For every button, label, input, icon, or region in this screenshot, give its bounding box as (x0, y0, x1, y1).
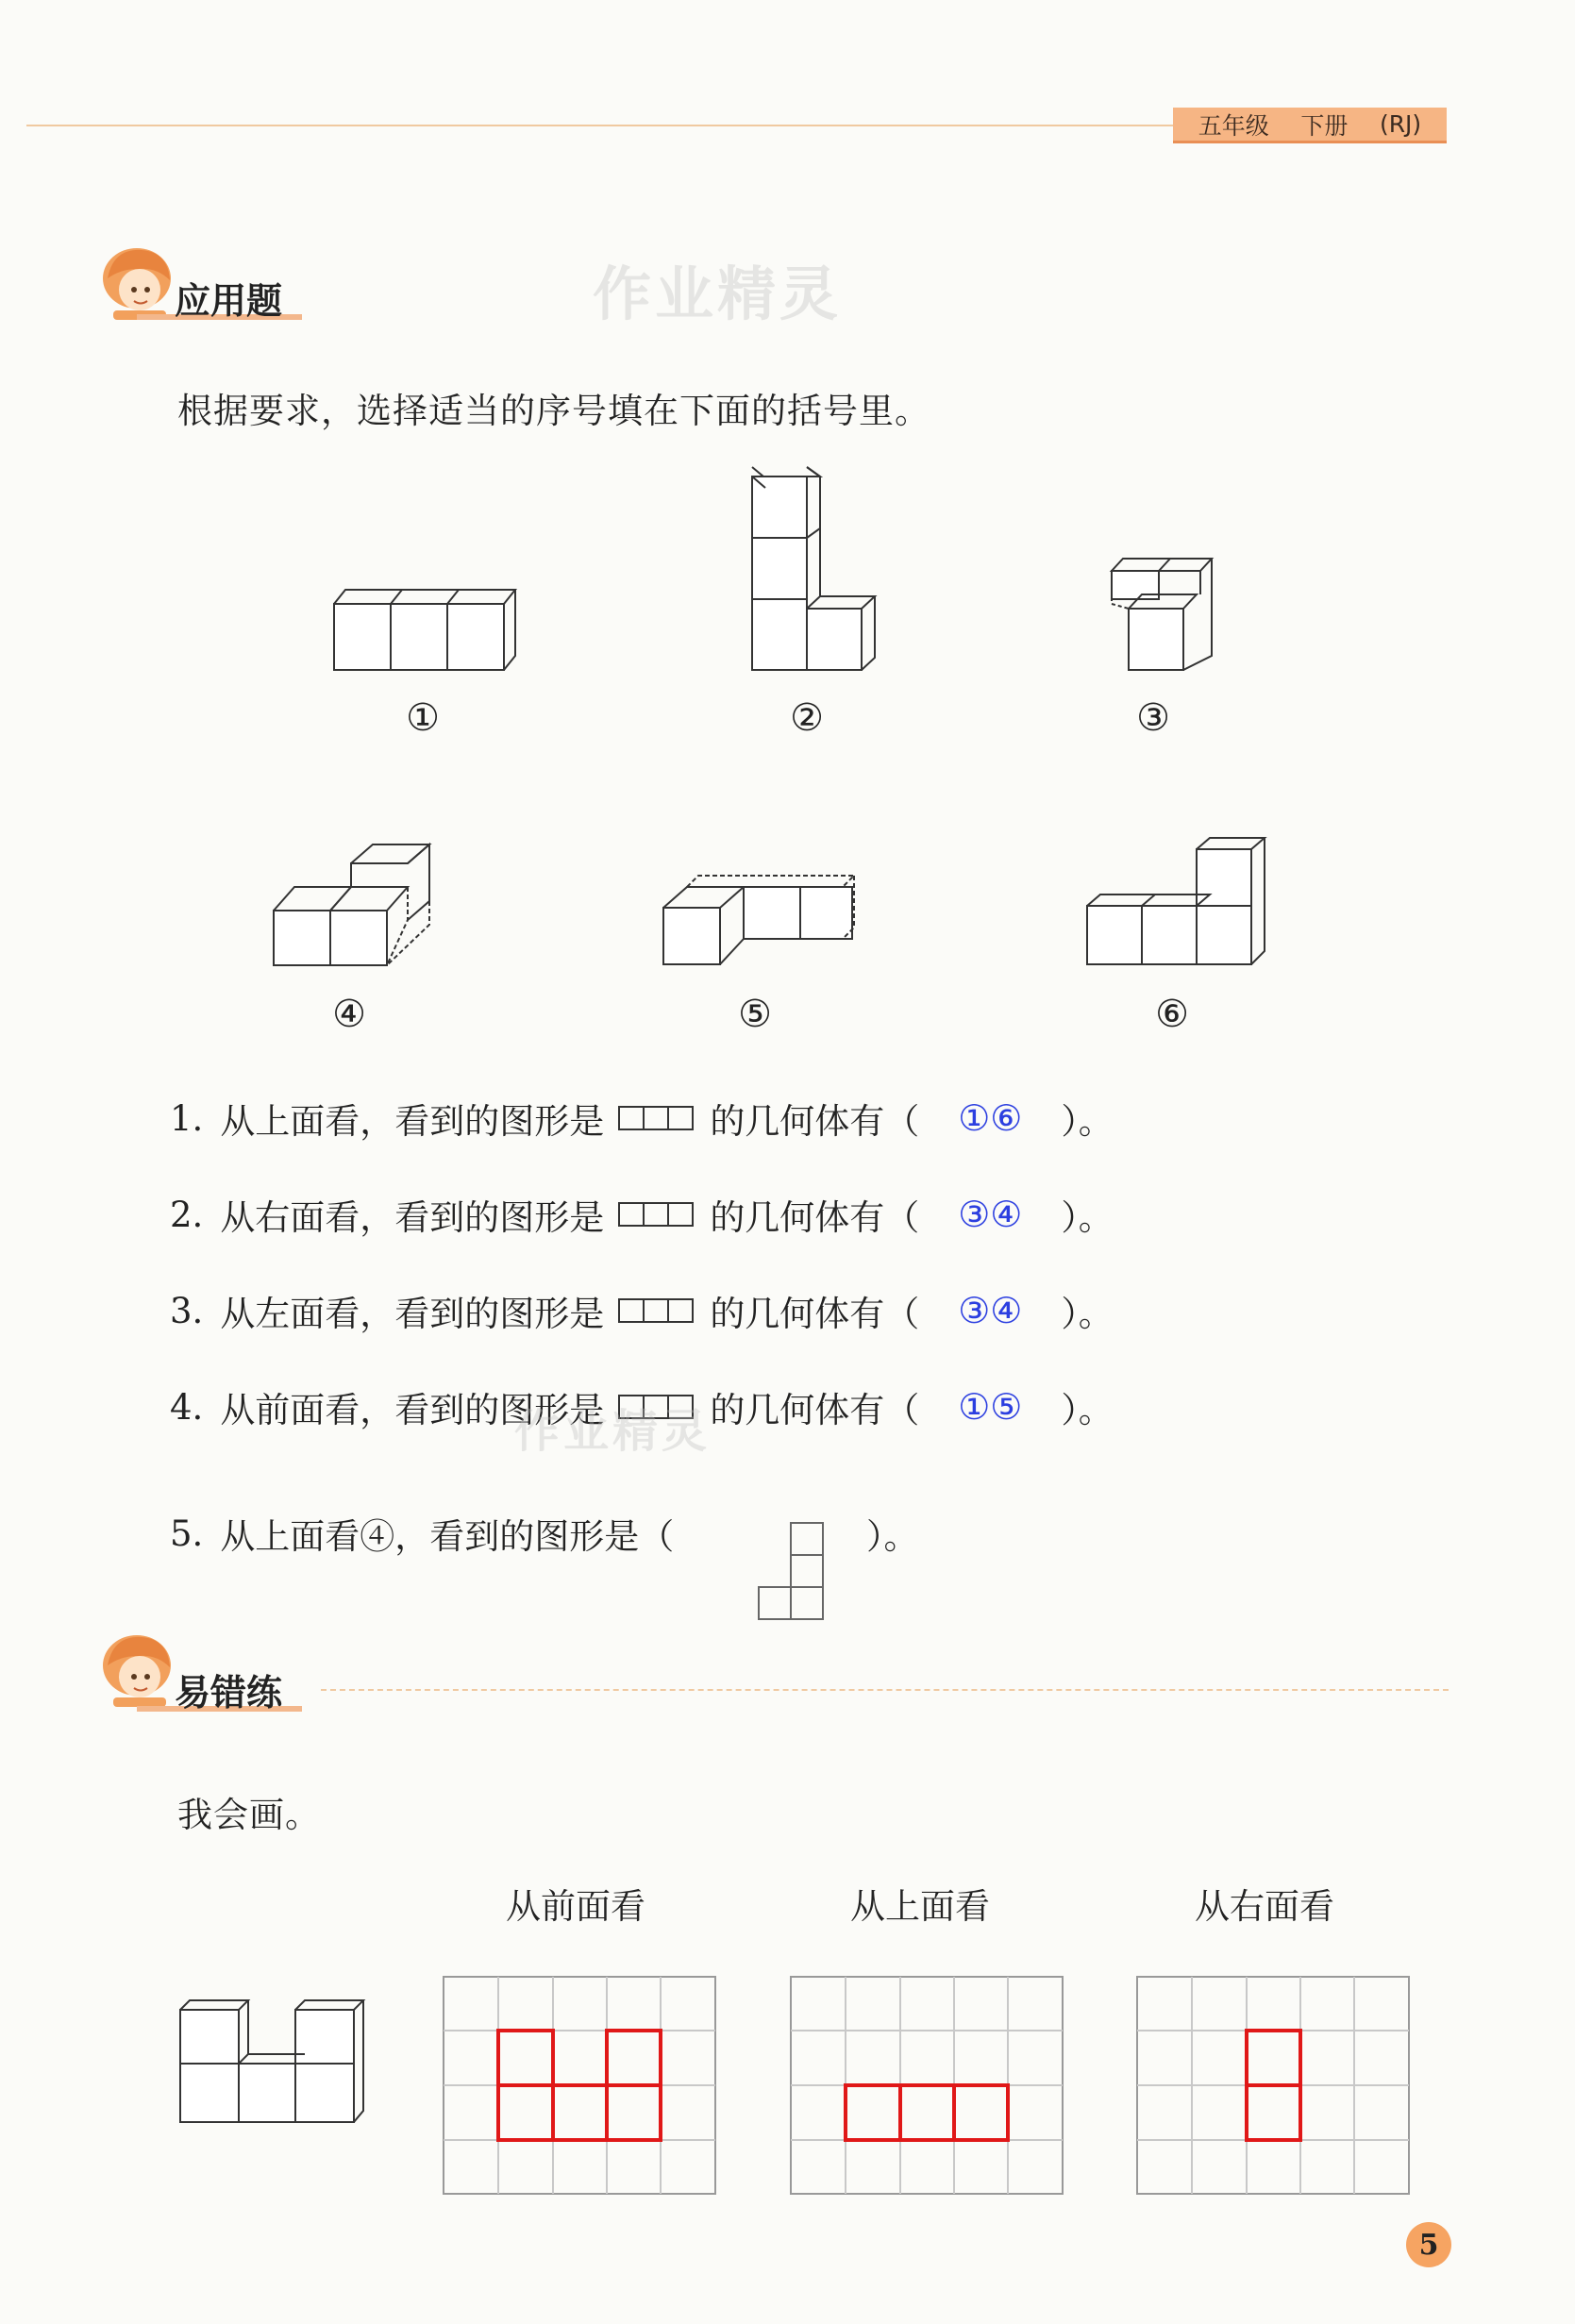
watermark: 作业精灵 (593, 259, 843, 328)
view-label-right: 从右面看 (1195, 1886, 1334, 1927)
section-divider (321, 1689, 1449, 1691)
question-close: ）。 (1061, 1294, 1114, 1334)
three-square-icon (617, 1201, 696, 1228)
question-5-close (866, 1508, 919, 1559)
question-text: 从右面看，看到的图形是 (220, 1197, 605, 1238)
figure-1-three-in-row (334, 590, 515, 670)
section-title-applied: 应用题 (175, 280, 283, 322)
figure-4 (274, 844, 429, 965)
section-title-error-practice: 易错练 (175, 1672, 283, 1714)
answer-2: ③④ (958, 1194, 1023, 1235)
drawing-area (0, 1934, 1575, 2199)
volume-label: 下册 (1300, 111, 1349, 140)
answer-4: ①⑤ (958, 1386, 1023, 1428)
question-text: 从上面看④，看到的图形是（ (220, 1516, 675, 1557)
question-text: 从前面看，看到的图形是 (220, 1390, 605, 1430)
question-2 (170, 1189, 1114, 1240)
question-number: 1. (170, 1097, 204, 1139)
figure-3 (1112, 559, 1212, 670)
question-close: ）。 (1061, 1197, 1114, 1238)
figures-area (0, 0, 1575, 1066)
question-text: 从上面看，看到的图形是 (220, 1101, 605, 1142)
question-1 (170, 1093, 1114, 1144)
figure-label-5: ⑤ (738, 993, 772, 1036)
right-view-drawing (1247, 2031, 1300, 2140)
question-suffix: 的几何体有（ (710, 1197, 920, 1238)
question-close: ）。 (866, 1516, 919, 1557)
answer-3: ③④ (958, 1290, 1023, 1331)
instruction-text: 根据要求，选择适当的序号填在下面的括号里。 (177, 391, 930, 431)
view-label-front: 从前面看 (506, 1886, 645, 1927)
question-close: ）。 (1061, 1101, 1114, 1142)
front-view-drawing (498, 2031, 661, 2140)
question-number: 2. (170, 1194, 204, 1235)
question-suffix: 的几何体有（ (710, 1101, 920, 1142)
figure-label-6: ⑥ (1155, 993, 1189, 1036)
figure-label-3: ③ (1136, 696, 1170, 740)
watermark-2: 作业精灵 (514, 1405, 712, 1458)
q5-answer-shape (755, 1519, 830, 1623)
edition-label: (RJ) (1379, 110, 1422, 138)
question-close: ）。 (1061, 1390, 1114, 1430)
figure-5 (663, 876, 854, 964)
grade-label: 五年级 (1198, 111, 1269, 140)
view-label-top: 从上面看 (850, 1886, 990, 1927)
figure-label-4: ④ (332, 993, 366, 1036)
question-number: 5. (170, 1513, 204, 1554)
question-5 (170, 1508, 674, 1559)
question-suffix: 的几何体有（ (710, 1390, 920, 1430)
three-square-icon (617, 1105, 696, 1131)
answer-1: ①⑥ (958, 1097, 1023, 1139)
question-suffix: 的几何体有（ (710, 1294, 920, 1334)
figure-2-l-shape (752, 467, 875, 670)
top-view-drawing (846, 2085, 1008, 2140)
girl-mascot-icon (94, 1628, 179, 1713)
three-square-icon (617, 1297, 696, 1324)
question-3 (170, 1285, 1114, 1336)
question-text: 从左面看，看到的图形是 (220, 1294, 605, 1334)
instruction-draw: 我会画。 (177, 1795, 321, 1835)
u-shape-model (180, 2000, 363, 2122)
figure-label-2: ② (790, 696, 824, 740)
question-number: 3. (170, 1290, 204, 1331)
figure-label-1: ① (406, 696, 440, 740)
question-number: 4. (170, 1386, 204, 1428)
figure-6 (1087, 838, 1265, 964)
page-number: 5 (1406, 2222, 1451, 2267)
